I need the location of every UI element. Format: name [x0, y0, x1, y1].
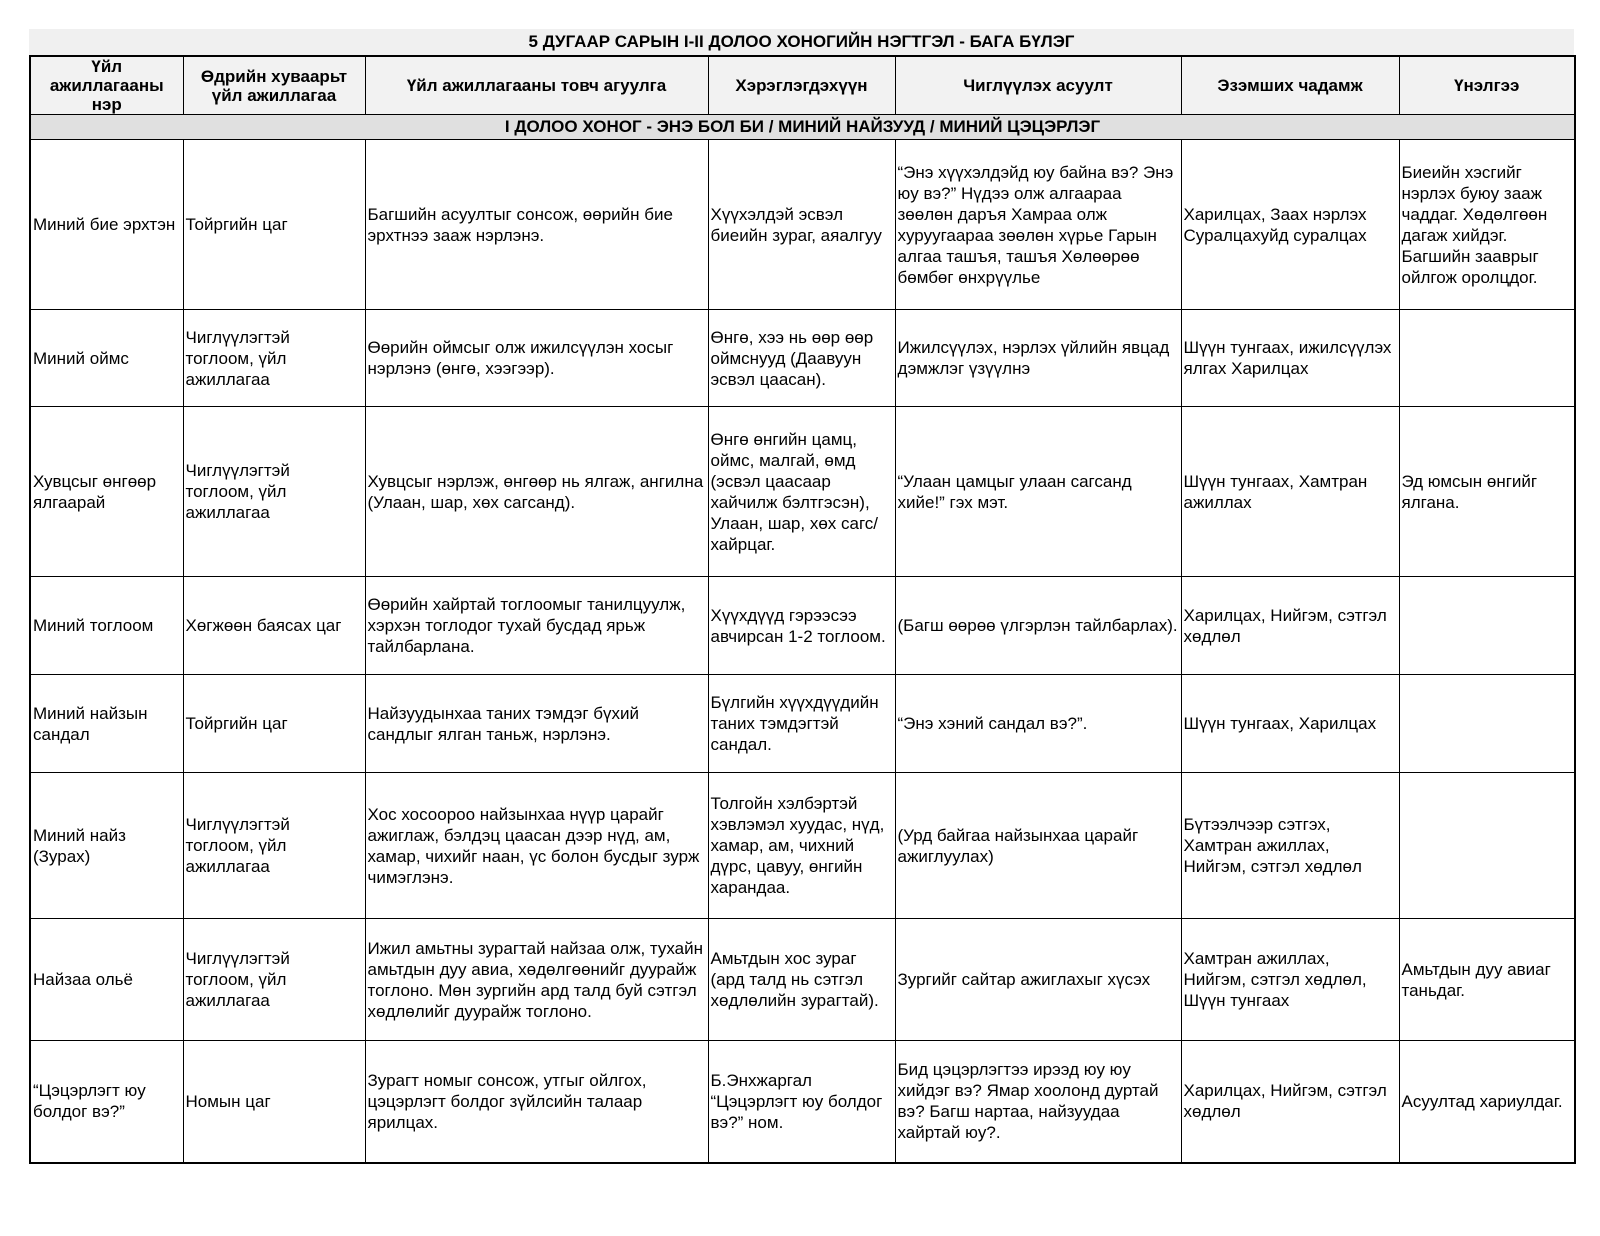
cell-schedule: Тойргийн цаг [183, 140, 365, 310]
column-header: Үйл ажиллагааны товч агуулга [365, 56, 708, 115]
cell-name: “Цэцэрлэгт юу болдог вэ?” [30, 1041, 183, 1163]
cell-skills: Шүүн тунгаах, Хамтран ажиллах [1181, 407, 1399, 577]
column-header: Чиглүүлэх асуулт [895, 56, 1181, 115]
cell-question: (Багш өөрөө үлгэрлэн тайлбарлах). [895, 577, 1181, 675]
cell-question: “Энэ хэний сандал вэ?”. [895, 675, 1181, 773]
cell-materials: Хүүхэлдэй эсвэл биеийн зураг, аяалгуу [708, 140, 895, 310]
cell-skills: Харилцах, Заах нэрлэх Суралцахуйд суралцах [1181, 140, 1399, 310]
sheet-title: 5 ДУГААР САРЫН I-II ДОЛОО ХОНОГИЙН НЭГТГЭЛ - БАГА БҮЛЭГ [29, 29, 1574, 55]
cell-name: Миний оймс [30, 310, 183, 407]
cell-schedule: Тойргийн цаг [183, 675, 365, 773]
cell-summary: Өөрийн хайртай тоглоомыг танилцуулж, хэрхэн тоглодог тухай бусдад ярьж тайлбарлана. [365, 577, 708, 675]
cell-name: Миний бие эрхтэн [30, 140, 183, 310]
table-row [30, 1041, 1575, 1163]
week-heading-row [30, 115, 1575, 140]
cell-skills: Харилцах, Нийгэм, сэтгэл хөдлөл [1181, 577, 1399, 675]
cell-question: Бид цэцэрлэгтээ ирээд юу юу хийдэг вэ? Ямар хоолонд дуртай вэ? Багш нартаа, найзуудаа хайртай юу?. [895, 1041, 1181, 1163]
cell-materials: Толгойн хэлбэртэй хэвлэмэл хуудас, нүд, хамар, ам, чихний дүрс, цавуу, өнгийн харандаа. [708, 773, 895, 919]
cell-skills: Хамтран ажиллах, Нийгэм, сэтгэл хөдлөл, Шүүн тунгаах [1181, 919, 1399, 1041]
cell-schedule: Хөгжөөн баясах цаг [183, 577, 365, 675]
cell-name: Миний найз (Зурах) [30, 773, 183, 919]
cell-summary: Багшийн асуултыг сонсож, өөрийн бие эрхтнээ зааж нэрлэнэ. [365, 140, 708, 310]
cell-assessment [1399, 310, 1575, 407]
header-row [30, 56, 1575, 115]
cell-schedule: Чиглүүлэгтэй тоглоом, үйл ажиллагаа [183, 919, 365, 1041]
column-header: Хэрэглэгдэхүүн [708, 56, 895, 115]
cell-assessment: Асуултад хариулдаг. [1399, 1041, 1575, 1163]
cell-summary: Өөрийн оймсыг олж ижилсүүлэн хосыг нэрлэнэ (өнгө, хээгээр). [365, 310, 708, 407]
table-row [30, 310, 1575, 407]
cell-materials: Хүүхдүүд гэрээсээ авчирсан 1-2 тоглоом. [708, 577, 895, 675]
cell-assessment [1399, 577, 1575, 675]
column-header: Үйл ажиллагааны нэр [30, 56, 183, 115]
column-header: Үнэлгээ [1399, 56, 1575, 115]
cell-schedule: Чиглүүлэгтэй тоглоом, үйл ажиллагаа [183, 773, 365, 919]
cell-skills: Шүүн тунгаах, Харилцах [1181, 675, 1399, 773]
plan-table [29, 55, 1576, 1164]
cell-assessment: Эд юмсын өнгийг ялгана. [1399, 407, 1575, 577]
cell-assessment [1399, 675, 1575, 773]
cell-summary: Зурагт номыг сонсож, утгыг ойлгох, цэцэрлэгт болдог зүйлсийн талаар ярилцах. [365, 1041, 708, 1163]
cell-skills: Бүтээлчээр сэтгэх, Хамтран ажиллах, Нийгэм, сэтгэл хөдлөл [1181, 773, 1399, 919]
cell-name: Миний тоглоом [30, 577, 183, 675]
cell-question: (Урд байгаа найзынхаа царайг ажиглуулах) [895, 773, 1181, 919]
cell-question: Зургийг сайтар ажиглахыг хүсэх [895, 919, 1181, 1041]
cell-materials: Амьтдын хос зураг (ард талд нь сэтгэл хөдлөлийн зурагтай). [708, 919, 895, 1041]
cell-schedule: Номын цаг [183, 1041, 365, 1163]
cell-materials: Бүлгийн хүүхдүүдийн таних тэмдэгтэй сандал. [708, 675, 895, 773]
cell-summary: Ижил амьтны зурагтай найзаа олж, тухайн амьтдын дуу авиа, хөдөлгөөнийг дуурайж тоглоно. Мөн зургийн ард талд буй сэтгэл хөдлөлийг дуурайж тоглоно. [365, 919, 708, 1041]
cell-question: Ижилсүүлэх, нэрлэх үйлийн явцад дэмжлэг үзүүлнэ [895, 310, 1181, 407]
cell-assessment [1399, 773, 1575, 919]
cell-schedule: Чиглүүлэгтэй тоглоом, үйл ажиллагаа [183, 310, 365, 407]
table-row [30, 675, 1575, 773]
cell-assessment: Амьтдын дуу авиаг таньдаг. [1399, 919, 1575, 1041]
week-heading: I ДОЛОО ХОНОГ - ЭНЭ БОЛ БИ / МИНИЙ НАЙЗУУД / МИНИЙ ЦЭЦЭРЛЭГ [30, 115, 1575, 140]
column-header: Өдрийн хуваарьт үйл ажиллагаа [183, 56, 365, 115]
cell-question: “Улаан цамцыг улаан сагсанд хийе!” гэх мэт. [895, 407, 1181, 577]
cell-name: Найзаа ольё [30, 919, 183, 1041]
cell-assessment: Биеийн хэсгийг нэрлэх буюу зааж чаддаг. Хөдөлгөөн дагаж хийдэг. Багшийн зааврыг ойлгож оролцдог. [1399, 140, 1575, 310]
cell-materials: Өнгө өнгийн цамц, оймс, малгай, өмд (эсвэл цаасаар хайчилж бэлтгэсэн), Улаан, шар, хөх сагс/хайрцаг. [708, 407, 895, 577]
cell-materials: Өнгө, хээ нь өөр өөр оймснууд (Даавуун эсвэл цаасан). [708, 310, 895, 407]
table-row [30, 140, 1575, 310]
table-row [30, 407, 1575, 577]
table-row [30, 577, 1575, 675]
cell-summary: Хос хосоороо найзынхаа нүүр царайг ажиглаж, бэлдэц цаасан дээр нүд, ам, хамар, чихийг наан, үс болон бусдыг зурж чимэглэнэ. [365, 773, 708, 919]
column-header: Эзэмших чадамж [1181, 56, 1399, 115]
worksheet [29, 29, 1574, 1164]
cell-summary: Найзуудынхаа таних тэмдэг бүхий сандлыг ялган таньж, нэрлэнэ. [365, 675, 708, 773]
cell-summary: Хувцсыг нэрлэж, өнгөөр нь ялгаж, ангилна (Улаан, шар, хөх сагсанд). [365, 407, 708, 577]
cell-name: Хувцсыг өнгөөр ялгаарай [30, 407, 183, 577]
cell-materials: Б.Энхжаргал “Цэцэрлэгт юу болдог вэ?” ном. [708, 1041, 895, 1163]
cell-question: “Энэ хүүхэлдэйд юу байна вэ? Энэ юу вэ?” Нүдээ олж алгаараа зөөлөн даръя Хамраа олж хуруугаараа зөөлөн хүрье Гарын алгаа ташъя, ташъя Хөлөөрөө бөмбөг өнхрүүлье [895, 140, 1181, 310]
cell-name: Миний найзын сандал [30, 675, 183, 773]
table-row [30, 919, 1575, 1041]
table-row [30, 773, 1575, 919]
cell-schedule: Чиглүүлэгтэй тоглоом, үйл ажиллагаа [183, 407, 365, 577]
cell-skills: Харилцах, Нийгэм, сэтгэл хөдлөл [1181, 1041, 1399, 1163]
cell-skills: Шүүн тунгаах, ижилсүүлэх ялгах Харилцах [1181, 310, 1399, 407]
